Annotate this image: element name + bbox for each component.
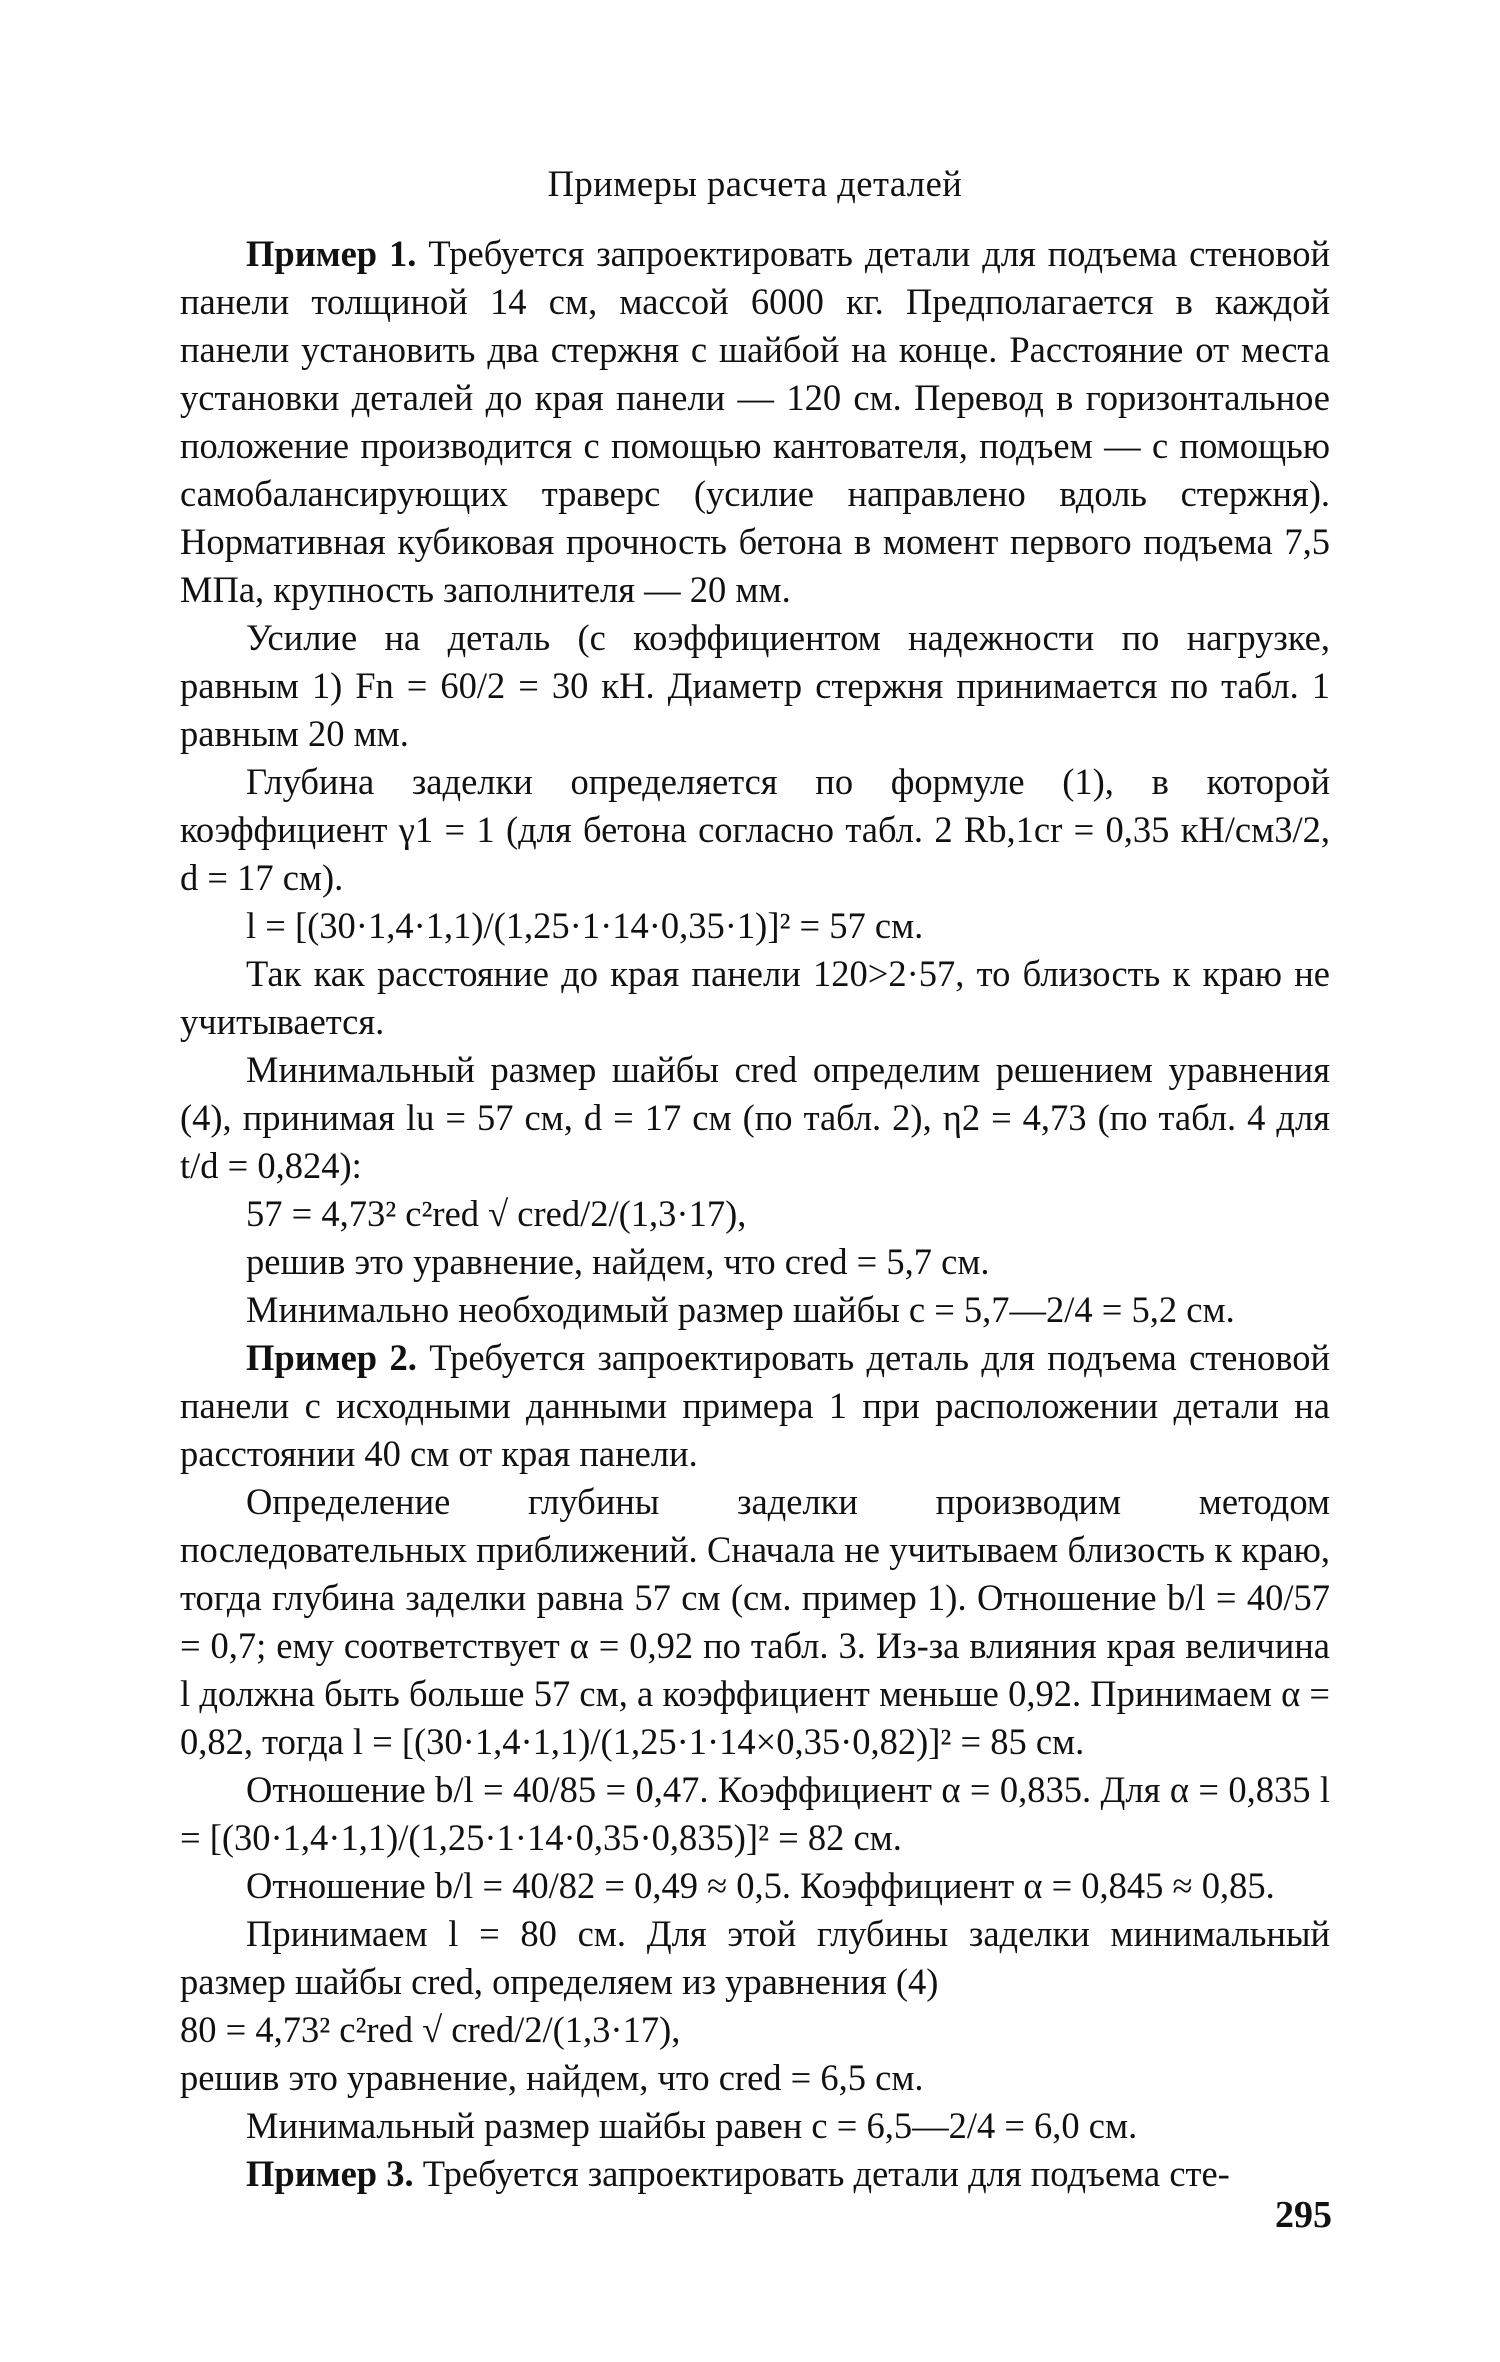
example-3-text: Требуется запроектировать детали для подъема сте- xyxy=(413,2153,1230,2194)
example-1-lead: Пример 1. xyxy=(246,233,417,274)
paragraph-example-1 xyxy=(180,230,1330,614)
paragraph-accept-depth: Принимаем l = 80 см. Для этой глубины заделки минимальный размер шайбы cred, определяем из уравнения (4) xyxy=(180,1913,1330,2002)
paragraph-ratio-1: Отношение b/l = 40/85 = 0,47. Коэффициент α = 0,835. Для α = 0,835 l = [(30·1,4·1,1)/(1,25·1·14·0,35·0,835)]² = 82 см. xyxy=(180,1769,1330,1858)
paragraph-edge-distance: Так как расстояние до края панели 120>2·57, то близость к краю не учитывается. xyxy=(180,953,1330,1042)
paragraph-example-3 xyxy=(180,2150,1330,2198)
formula-depth-1: l = [(30·1,4·1,1)/(1,25·1·14·0,35·1)]² = 57 см. xyxy=(246,905,924,946)
example-3-lead: Пример 3. xyxy=(246,2153,414,2194)
paragraph-washer-size: Минимальный размер шайбы cred определим решением уравнения (4), принимая lu = 57 см, d = 17 см (по табл. 2), η2 = 4,73 (по табл. 4 для t/d = 0,824): xyxy=(180,1049,1330,1186)
page-number: 295 xyxy=(1275,2194,1332,2236)
formula-washer-1: 57 = 4,73² c²red √ cred/2/(1,3·17), xyxy=(246,1193,747,1234)
example-2-text: Требуется запроектировать деталь для подъема стеновой панели с исходными данными примера 1 при расположении детали на расстоянии 40 см от края панели. xyxy=(180,1337,1330,1474)
paragraph-example-2 xyxy=(180,1334,1330,1478)
example-2-lead: Пример 2. xyxy=(246,1337,417,1378)
formula-washer-2: 80 = 4,73² c²red √ cred/2/(1,3·17), xyxy=(180,2009,681,2050)
paragraph-iterations: Определение глубины заделки производим методом последовательных приближений. Сначала не учитываем близость к краю, тогда глубина заделки равна 57 см (см. пример 1). Отношение b/l = 40/57 = 0,7; ему соответствует α = 0,92 по табл. 3. Из-за влияния края величина l должна быть больше 57 см, а коэффициент меньше 0,92. Принимаем α = 0,82, тогда l = [(30·1,4·1,1)/(1,25·1·14×0,35·0,82)]² = 85 см. xyxy=(180,1481,1330,1762)
paragraph-ratio-2: Отношение b/l = 40/82 = 0,49 ≈ 0,5. Коэффициент α = 0,845 ≈ 0,85. xyxy=(246,1865,1275,1906)
paragraph-min-washer-1: Минимально необходимый размер шайбы c = 5,7—2/4 = 5,2 см. xyxy=(246,1289,1235,1330)
section-title: Примеры расчета деталей xyxy=(547,163,963,204)
paragraph-solution-1: решив это уравнение, найдем, что cred = 5,7 см. xyxy=(246,1241,990,1282)
paragraph-force: Усилие на деталь (с коэффициентом надежности по нагрузке, равным 1) Fn = 60/2 = 30 кН. Диаметр стержня принимается по табл. 1 равным 20 мм. xyxy=(180,617,1330,754)
paragraph-solution-2: решив это уравнение, найдем, что cred = 6,5 см. xyxy=(180,2057,924,2098)
example-1-text: Требуется запроектировать детали для подъема стеновой панели толщиной 14 см, массой 6000 кг. Предполагается в каждой панели установить два стержня с шайбой на конце. Расстояние от места установки деталей до края панели — 120 см. Перевод в горизонтальное положение производится с помощью кантователя, подъем — с помощью самобалансирующих траверс (усилие направлено вдоль стержня). Нормативная кубиковая прочность бетона в момент первого подъема 7,5 МПа, крупность заполнителя — 20 мм. xyxy=(180,233,1331,610)
paragraph-depth: Глубина заделки определяется по формуле (1), в которой коэффициент γ1 = 1 (для бетона согласно табл. 2 Rb,1cr = 0,35 кН/см3/2, d = 17 см). xyxy=(180,761,1330,898)
page-content xyxy=(180,160,1330,2198)
paragraph-min-washer-2: Минимальный размер шайбы равен c = 6,5—2/4 = 6,0 см. xyxy=(246,2105,1138,2146)
